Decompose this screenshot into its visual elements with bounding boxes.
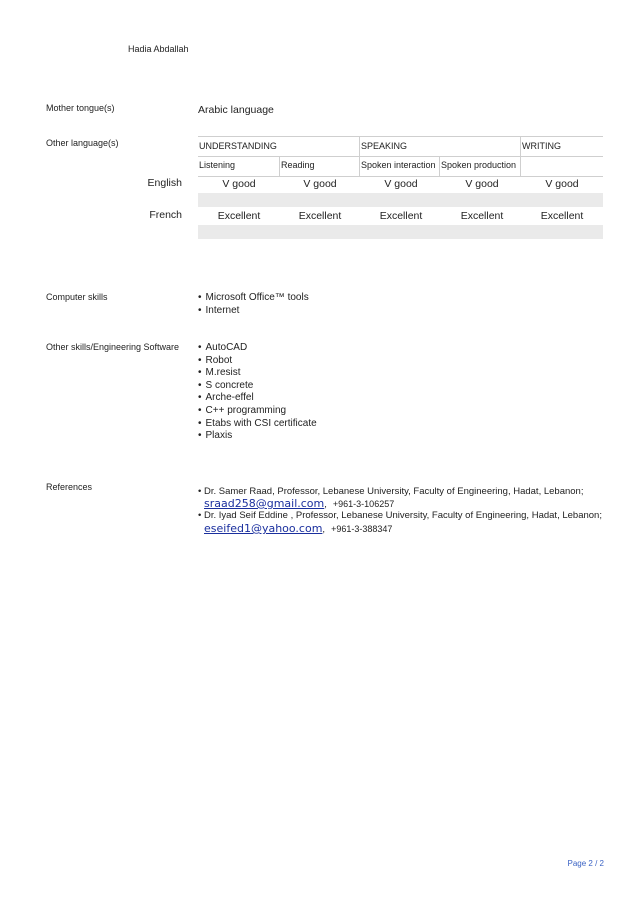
row-spacer — [198, 225, 603, 239]
level-cell: V good — [303, 178, 337, 190]
list-item: • Robot — [198, 355, 317, 368]
subheader-reading: Reading — [281, 160, 315, 170]
email-link[interactable]: sraad258@gmail.com — [204, 497, 325, 510]
table-divider — [198, 156, 603, 157]
language-name-english: English — [147, 177, 182, 189]
other-skills-label: Other skills/Engineering Software — [46, 342, 180, 352]
reference-description: Dr. Samer Raad, Professor, Lebanese University, Faculty of Engineering, Hadat, Lebanon; — [203, 486, 584, 497]
level-cell: Excellent — [298, 210, 342, 222]
subheader-listening: Listening — [199, 160, 236, 170]
email-link[interactable]: eseifed1@yahoo.com — [204, 522, 323, 535]
list-item: • Arche-effel — [198, 392, 317, 405]
subheader-spoken-interaction: Spoken interaction — [361, 160, 436, 170]
group-understanding: UNDERSTANDING — [199, 141, 277, 151]
reference-text: • Dr. Iyad Seif Eddine , Professor, Lebanese University, Faculty of Engineering, Hadat, Lebanon; — [198, 510, 602, 521]
language-name-french: French — [149, 209, 182, 221]
list-item: • Plaxis — [198, 430, 317, 443]
table-divider — [359, 156, 360, 176]
reference-description: Dr. Iyad Seif Eddine , Professor, Lebanese University, Faculty of Engineering, Hadat, Lebanon; — [203, 510, 602, 521]
level-cell: V good — [384, 178, 418, 190]
table-divider — [439, 156, 440, 176]
list-item: • S concrete — [198, 380, 317, 393]
phone-number: +961-3-388347 — [331, 524, 393, 534]
list-item: • Internet — [198, 305, 309, 318]
list-item: • AutoCAD — [198, 342, 317, 355]
computer-skills-label: Computer skills — [46, 292, 108, 302]
phone-number: +961-3-106257 — [332, 499, 395, 509]
other-skills-list — [198, 342, 317, 443]
page-number: Page 2 / 2 — [567, 859, 604, 868]
level-cell: Excellent — [460, 210, 504, 222]
other-languages-label: Other language(s) — [46, 138, 119, 148]
reference-contact: eseifed1@yahoo.com, +961-3-388347 — [204, 522, 393, 535]
computer-skills-list — [198, 292, 309, 317]
group-writing: WRITING — [522, 141, 561, 151]
list-item: • Etabs with CSI certificate — [198, 418, 317, 431]
level-cell: Excellent — [217, 210, 261, 222]
cv-owner-name: Hadia Abdallah — [128, 44, 189, 54]
reference-text: • Dr. Samer Raad, Professor, Lebanese University, Faculty of Engineering, Hadat, Lebanon; — [198, 486, 584, 497]
mother-tongue-label: Mother tongue(s) — [46, 103, 115, 113]
level-cell: Excellent — [540, 210, 584, 222]
table-divider — [198, 176, 603, 177]
level-cell: V good — [545, 178, 579, 190]
table-divider — [359, 136, 360, 156]
table-divider — [198, 136, 603, 137]
level-cell: Excellent — [379, 210, 423, 222]
subheader-spoken-production: Spoken production — [441, 160, 517, 170]
level-cell: V good — [465, 178, 499, 190]
reference-contact: sraad258@gmail.com, +961-3-106257 — [204, 497, 395, 510]
table-divider — [279, 156, 280, 176]
mother-tongue-value: Arabic language — [198, 104, 274, 116]
references-label: References — [46, 482, 93, 492]
list-item: • M.resist — [198, 367, 317, 380]
list-item: • Microsoft Office™ tools — [198, 292, 309, 305]
group-speaking: SPEAKING — [361, 141, 408, 151]
list-item: • C++ programming — [198, 405, 317, 418]
level-cell: V good — [222, 178, 256, 190]
row-spacer — [198, 193, 603, 207]
